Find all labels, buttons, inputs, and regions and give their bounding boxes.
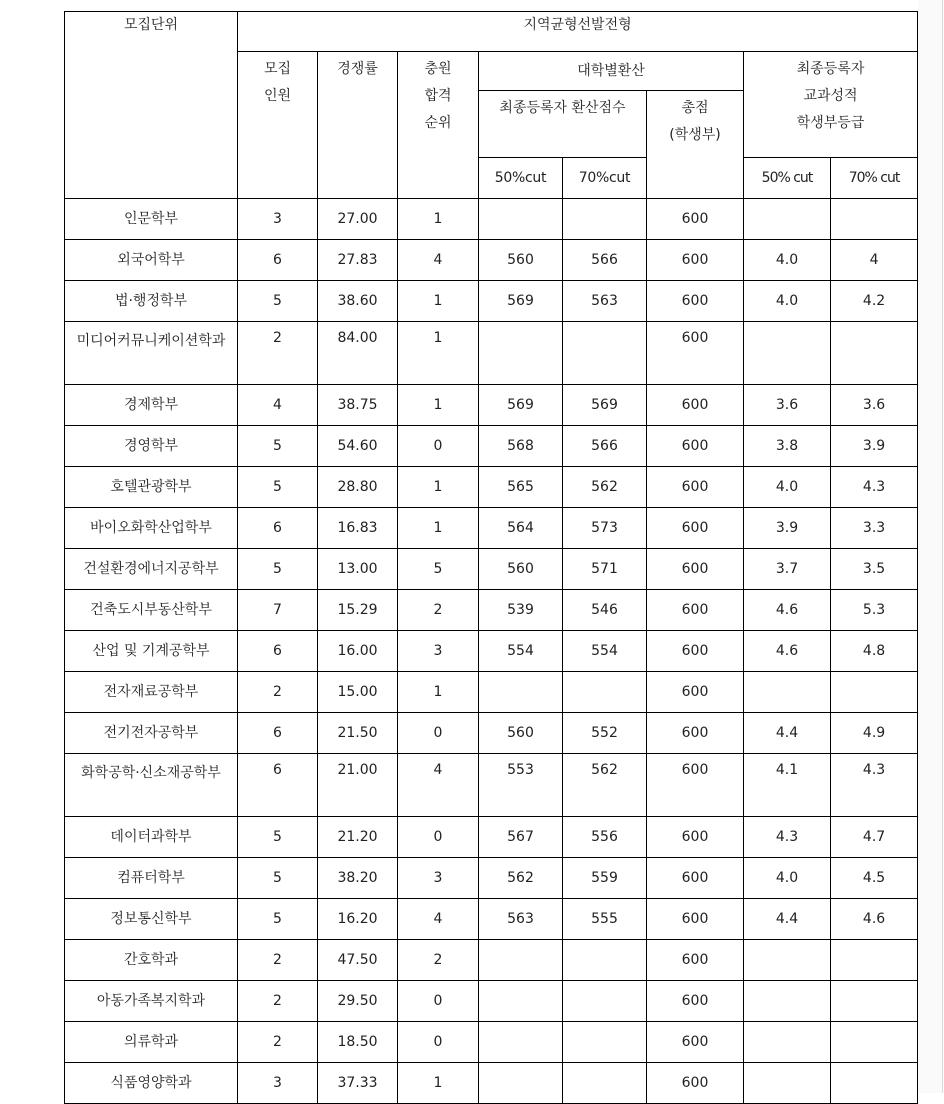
- total-cell: 600: [647, 981, 744, 1022]
- grade-cut50-cell: 4.1: [744, 754, 831, 817]
- quota-cell: 5: [238, 467, 318, 508]
- grade-cut50-cell: 4.6: [744, 590, 831, 631]
- waitlist-cell: 1: [398, 467, 479, 508]
- ratio-cell: 47.50: [318, 940, 398, 981]
- score-cut70-cell: 573: [563, 508, 647, 549]
- unit-cell: 식품영양학과: [65, 1063, 238, 1104]
- header-waitlist-line2: 합격: [424, 88, 452, 104]
- table-row: [65, 426, 918, 467]
- score-cut50-cell: 560: [479, 713, 563, 754]
- quota-cell: 3: [238, 1063, 318, 1104]
- score-cut50-cell: 563: [479, 899, 563, 940]
- grade-cut50-cell: [744, 1063, 831, 1104]
- score-cut70-cell: 554: [563, 631, 647, 672]
- waitlist-cell: 2: [398, 940, 479, 981]
- table-row: [65, 467, 918, 508]
- score-cut50-cell: 567: [479, 817, 563, 858]
- header-quota-line2: 인원: [263, 88, 292, 104]
- grade-cut70-cell: [831, 1022, 918, 1063]
- grade-cut50-cell: 4.4: [744, 713, 831, 754]
- waitlist-cell: 0: [398, 817, 479, 858]
- total-cell: 600: [647, 467, 744, 508]
- quota-cell: 6: [238, 713, 318, 754]
- total-cell: 600: [647, 754, 744, 817]
- table-row: [65, 672, 918, 713]
- header-grades-line2: 교과성적: [803, 88, 858, 104]
- waitlist-cell: 1: [398, 322, 479, 385]
- score-cut70-cell: 555: [563, 899, 647, 940]
- grade-cut50-cell: 3.7: [744, 549, 831, 590]
- table-row: [65, 549, 918, 590]
- score-cut50-cell: 553: [479, 754, 563, 817]
- total-cell: 600: [647, 631, 744, 672]
- header-grades-line1: 최종등록자: [796, 61, 865, 77]
- waitlist-cell: 4: [398, 240, 479, 281]
- header-quota-line1: 모집: [263, 61, 292, 77]
- header-total: [647, 91, 744, 199]
- unit-cell: 건설환경에너지공학부: [65, 549, 238, 590]
- score-cut50-cell: 569: [479, 385, 563, 426]
- unit-cell: 호텔관광학부: [65, 467, 238, 508]
- score-cut70-cell: [563, 981, 647, 1022]
- waitlist-cell: 1: [398, 508, 479, 549]
- grade-cut50-cell: 3.6: [744, 385, 831, 426]
- table-row: [65, 240, 918, 281]
- unit-cell: 외국어학부: [65, 240, 238, 281]
- score-cut50-cell: [479, 672, 563, 713]
- total-cell: 600: [647, 549, 744, 590]
- ratio-cell: 38.75: [318, 385, 398, 426]
- ratio-cell: 15.00: [318, 672, 398, 713]
- total-cell: 600: [647, 281, 744, 322]
- ratio-cell: 16.20: [318, 899, 398, 940]
- waitlist-cell: 0: [398, 713, 479, 754]
- table-row: [65, 754, 918, 817]
- table-row: [65, 199, 918, 240]
- ratio-cell: 29.50: [318, 981, 398, 1022]
- total-cell: 600: [647, 817, 744, 858]
- score-cut50-cell: [479, 981, 563, 1022]
- waitlist-cell: 5: [398, 549, 479, 590]
- quota-cell: 2: [238, 322, 318, 385]
- grade-cut50-cell: [744, 199, 831, 240]
- grade-cut50-cell: 4.3: [744, 817, 831, 858]
- table-header: [65, 12, 918, 199]
- score-cut70-cell: [563, 672, 647, 713]
- table-row: [65, 508, 918, 549]
- unit-cell: 전자재료공학부: [65, 672, 238, 713]
- header-grade-cut70: 70% cut: [831, 158, 918, 199]
- ratio-cell: 16.83: [318, 508, 398, 549]
- quota-cell: 7: [238, 590, 318, 631]
- unit-cell: 경영학부: [65, 426, 238, 467]
- ratio-cell: 37.33: [318, 1063, 398, 1104]
- waitlist-cell: 1: [398, 199, 479, 240]
- ratio-cell: 18.50: [318, 1022, 398, 1063]
- table-body: [65, 199, 918, 1104]
- score-cut70-cell: 563: [563, 281, 647, 322]
- total-cell: 600: [647, 590, 744, 631]
- total-cell: 600: [647, 899, 744, 940]
- header-score-cut50: 50%cut: [479, 158, 563, 199]
- score-cut50-cell: 565: [479, 467, 563, 508]
- unit-cell: 인문학부: [65, 199, 238, 240]
- table-row: [65, 858, 918, 899]
- ratio-cell: 27.83: [318, 240, 398, 281]
- unit-cell: 간호학과: [65, 940, 238, 981]
- waitlist-cell: 1: [398, 1063, 479, 1104]
- quota-cell: 5: [238, 817, 318, 858]
- ratio-cell: 21.20: [318, 817, 398, 858]
- grade-cut70-cell: 3.5: [831, 549, 918, 590]
- score-cut70-cell: [563, 1063, 647, 1104]
- table-row: [65, 981, 918, 1022]
- total-cell: 600: [647, 1063, 744, 1104]
- total-cell: 600: [647, 508, 744, 549]
- grade-cut50-cell: 4.0: [744, 858, 831, 899]
- grade-cut70-cell: 4.3: [831, 467, 918, 508]
- ratio-cell: 13.00: [318, 549, 398, 590]
- quota-cell: 2: [238, 672, 318, 713]
- table-row: [65, 1063, 918, 1104]
- total-cell: 600: [647, 199, 744, 240]
- waitlist-cell: 1: [398, 385, 479, 426]
- unit-cell: 데이터과학부: [65, 817, 238, 858]
- total-cell: 600: [647, 385, 744, 426]
- waitlist-cell: 3: [398, 858, 479, 899]
- unit-cell: 바이오화학산업학부: [65, 508, 238, 549]
- table-row: [65, 590, 918, 631]
- grade-cut50-cell: [744, 1022, 831, 1063]
- score-cut50-cell: 560: [479, 549, 563, 590]
- grade-cut70-cell: 4.6: [831, 899, 918, 940]
- total-cell: 600: [647, 858, 744, 899]
- waitlist-cell: 0: [398, 1022, 479, 1063]
- grade-cut70-cell: 3.3: [831, 508, 918, 549]
- score-cut70-cell: [563, 940, 647, 981]
- score-cut70-cell: [563, 199, 647, 240]
- ratio-cell: 38.20: [318, 858, 398, 899]
- scrollbar-gutter[interactable]: [918, 0, 944, 1093]
- unit-cell: 건축도시부동산학부: [65, 590, 238, 631]
- quota-cell: 6: [238, 631, 318, 672]
- grade-cut70-cell: 4.5: [831, 858, 918, 899]
- grade-cut70-cell: 3.6: [831, 385, 918, 426]
- unit-cell: 화학공학·신소재공학부: [65, 754, 238, 817]
- quota-cell: 5: [238, 899, 318, 940]
- quota-cell: 6: [238, 240, 318, 281]
- grade-cut50-cell: 4.0: [744, 281, 831, 322]
- grade-cut70-cell: 4.8: [831, 631, 918, 672]
- grade-cut50-cell: 4.6: [744, 631, 831, 672]
- unit-cell: 정보통신학부: [65, 899, 238, 940]
- score-cut50-cell: [479, 199, 563, 240]
- header-grade-cut50: 50% cut: [744, 158, 831, 199]
- unit-cell: 전기전자공학부: [65, 713, 238, 754]
- admissions-table: [64, 11, 918, 1104]
- header-score-cut70: 70%cut: [563, 158, 647, 199]
- ratio-cell: 28.80: [318, 467, 398, 508]
- waitlist-cell: 1: [398, 672, 479, 713]
- score-cut70-cell: 569: [563, 385, 647, 426]
- quota-cell: 3: [238, 199, 318, 240]
- ratio-cell: 38.60: [318, 281, 398, 322]
- table-row: [65, 385, 918, 426]
- total-cell: 600: [647, 322, 744, 385]
- waitlist-cell: 0: [398, 426, 479, 467]
- score-cut70-cell: 546: [563, 590, 647, 631]
- header-quota: [238, 52, 318, 199]
- quota-cell: 5: [238, 549, 318, 590]
- score-cut50-cell: [479, 940, 563, 981]
- grade-cut70-cell: [831, 672, 918, 713]
- grade-cut70-cell: 4.3: [831, 754, 918, 817]
- unit-cell: 법·행정학부: [65, 281, 238, 322]
- score-cut50-cell: 562: [479, 858, 563, 899]
- total-cell: 600: [647, 713, 744, 754]
- score-cut50-cell: [479, 1022, 563, 1063]
- quota-cell: 5: [238, 426, 318, 467]
- grade-cut70-cell: [831, 981, 918, 1022]
- ratio-cell: 21.00: [318, 754, 398, 817]
- quota-cell: 6: [238, 754, 318, 817]
- score-cut50-cell: 539: [479, 590, 563, 631]
- score-cut50-cell: 569: [479, 281, 563, 322]
- quota-cell: 4: [238, 385, 318, 426]
- ratio-cell: 54.60: [318, 426, 398, 467]
- header-waitlist-line1: 충원: [424, 61, 452, 77]
- score-cut70-cell: 562: [563, 467, 647, 508]
- score-cut70-cell: 562: [563, 754, 647, 817]
- header-final-score: 최종등록자 환산점수: [479, 91, 647, 158]
- scrollbar-divider: [942, 0, 943, 1093]
- header-grades-line3: 학생부등급: [796, 115, 865, 131]
- grade-cut50-cell: 3.8: [744, 426, 831, 467]
- grade-cut70-cell: 4.9: [831, 713, 918, 754]
- grade-cut70-cell: [831, 1063, 918, 1104]
- grade-cut70-cell: 3.9: [831, 426, 918, 467]
- score-cut70-cell: 552: [563, 713, 647, 754]
- score-cut50-cell: 564: [479, 508, 563, 549]
- header-ratio: 경쟁률: [318, 52, 398, 199]
- quota-cell: 2: [238, 981, 318, 1022]
- grade-cut50-cell: [744, 322, 831, 385]
- table-row: [65, 322, 918, 385]
- total-cell: 600: [647, 1022, 744, 1063]
- unit-cell: 컴퓨터학부: [65, 858, 238, 899]
- score-cut70-cell: [563, 1022, 647, 1063]
- header-total-line2: (학생부): [669, 127, 721, 143]
- waitlist-cell: 3: [398, 631, 479, 672]
- table-row: [65, 631, 918, 672]
- score-cut70-cell: [563, 322, 647, 385]
- waitlist-cell: 2: [398, 590, 479, 631]
- header-grades-group: [744, 52, 918, 158]
- waitlist-cell: 4: [398, 899, 479, 940]
- ratio-cell: 84.00: [318, 322, 398, 385]
- header-total-line1: 총점: [681, 100, 709, 116]
- grade-cut50-cell: 4.0: [744, 240, 831, 281]
- header-title: 지역균형선발전형: [238, 12, 918, 52]
- header-waitlist: [398, 52, 479, 199]
- header-unit: 모집단위: [65, 12, 238, 199]
- table-row: [65, 1022, 918, 1063]
- grade-cut70-cell: 4.7: [831, 817, 918, 858]
- ratio-cell: 21.50: [318, 713, 398, 754]
- score-cut70-cell: 566: [563, 426, 647, 467]
- total-cell: 600: [647, 426, 744, 467]
- grade-cut50-cell: 4.4: [744, 899, 831, 940]
- quota-cell: 5: [238, 858, 318, 899]
- grade-cut50-cell: 4.0: [744, 467, 831, 508]
- header-conversion-group: 대학별환산: [479, 52, 744, 91]
- waitlist-cell: 1: [398, 281, 479, 322]
- ratio-cell: 16.00: [318, 631, 398, 672]
- grade-cut70-cell: [831, 322, 918, 385]
- unit-cell: 미디어커뮤니케이션학과: [65, 322, 238, 385]
- ratio-cell: 15.29: [318, 590, 398, 631]
- quota-cell: 6: [238, 508, 318, 549]
- total-cell: 600: [647, 940, 744, 981]
- quota-cell: 2: [238, 1022, 318, 1063]
- total-cell: 600: [647, 240, 744, 281]
- table-row: [65, 281, 918, 322]
- quota-cell: 5: [238, 281, 318, 322]
- quota-cell: 2: [238, 940, 318, 981]
- unit-cell: 경제학부: [65, 385, 238, 426]
- score-cut50-cell: 560: [479, 240, 563, 281]
- score-cut50-cell: 568: [479, 426, 563, 467]
- grade-cut70-cell: [831, 199, 918, 240]
- unit-cell: 아동가족복지학과: [65, 981, 238, 1022]
- score-cut70-cell: 559: [563, 858, 647, 899]
- score-cut50-cell: [479, 1063, 563, 1104]
- score-cut50-cell: [479, 322, 563, 385]
- score-cut70-cell: 556: [563, 817, 647, 858]
- table-row: [65, 713, 918, 754]
- waitlist-cell: 4: [398, 754, 479, 817]
- score-cut50-cell: 554: [479, 631, 563, 672]
- grade-cut70-cell: 4.2: [831, 281, 918, 322]
- header-waitlist-line3: 순위: [424, 115, 452, 131]
- unit-cell: 산업 및 기계공학부: [65, 631, 238, 672]
- table-row: [65, 940, 918, 981]
- score-cut70-cell: 566: [563, 240, 647, 281]
- grade-cut70-cell: 5.3: [831, 590, 918, 631]
- waitlist-cell: 0: [398, 981, 479, 1022]
- table-row: [65, 817, 918, 858]
- ratio-cell: 27.00: [318, 199, 398, 240]
- score-cut70-cell: 571: [563, 549, 647, 590]
- grade-cut50-cell: [744, 672, 831, 713]
- grade-cut70-cell: [831, 940, 918, 981]
- table-row: [65, 899, 918, 940]
- grade-cut50-cell: [744, 981, 831, 1022]
- grade-cut70-cell: 4: [831, 240, 918, 281]
- unit-cell: 의류학과: [65, 1022, 238, 1063]
- total-cell: 600: [647, 672, 744, 713]
- grade-cut50-cell: [744, 940, 831, 981]
- grade-cut50-cell: 3.9: [744, 508, 831, 549]
